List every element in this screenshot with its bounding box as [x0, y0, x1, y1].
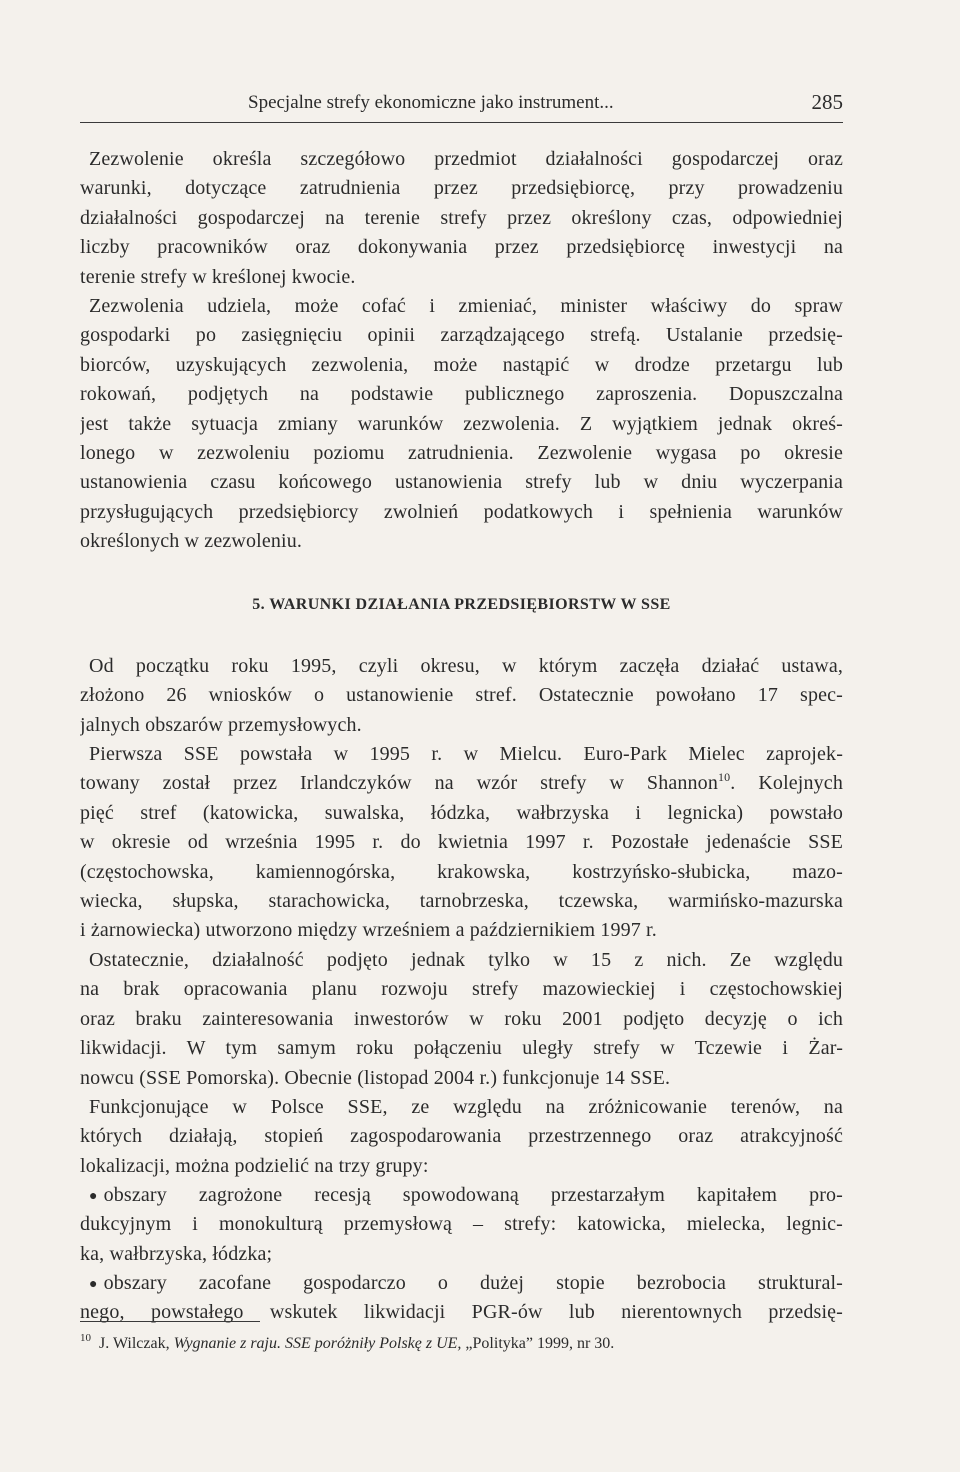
- paragraph-6: [80, 1093, 843, 1181]
- text-line: (częstochowska, kamiennogórska, krakowska, kostrzyńsko-słubicka, mazo-: [80, 860, 843, 883]
- text-line: nego, powstałego wskutek likwidacji PGR-ów lub nierentownych przedsię-: [80, 1301, 843, 1324]
- running-title: Specjalne strefy ekonomiczne jako instrument...: [248, 92, 614, 113]
- text-line: określonych w zezwoleniu.: [80, 530, 303, 553]
- paragraph-2: [80, 292, 843, 557]
- paragraph-5: [80, 946, 843, 1093]
- footnote-author: J. Wilczak,: [99, 1335, 170, 1352]
- bullet-icon: ●: [89, 1189, 98, 1204]
- text-line: jalnych obszarów przemysłowych.: [80, 713, 362, 736]
- footnote: [80, 1332, 614, 1353]
- text-line: likwidacji. W tym samym roku połączeniu uległy strefy w Tczewie i Żar-: [80, 1037, 843, 1060]
- text-line: Funkcjonujące w Polsce SSE, ze względu na zróżnicowanie terenów, na: [89, 1096, 843, 1118]
- page-number: 285: [811, 90, 843, 114]
- text-line: Od początku roku 1995, czyli okresu, w którym zaczęła działać ustawa,: [89, 655, 843, 677]
- text-line: pięć stref (katowicka, suwalska, łódzka, wałbrzyska i legnicka) powstało: [80, 801, 843, 824]
- running-header: [80, 88, 843, 123]
- bullet-item-2: [80, 1269, 843, 1328]
- footnote-source: „Polityka” 1999, nr 30.: [465, 1335, 615, 1352]
- text-line: nowcu (SSE Pomorska). Obecnie (listopad 2004 r.) funkcjonuje 14 SSE.: [80, 1066, 671, 1089]
- text-line: [80, 769, 843, 798]
- footnote-title: Wygnanie z raju. SSE poróżniły Polskę z UE,: [173, 1335, 462, 1352]
- text-line: wiecka, słupska, starachowicka, tarnobrzeska, tczewska, warmińsko-mazurska: [80, 889, 843, 912]
- text-line: Ostatecznie, działalność podjęto jednak tylko w 15 z nich. Ze względu: [89, 949, 843, 971]
- text-line: na brak opracowania planu rozwoju strefy mazowieckiej i częstochowskiej: [80, 978, 843, 1001]
- text-line: lonego w zezwoleniu poziomu zatrudnienia. Zezwolenie wygasa po okresie: [80, 441, 843, 464]
- text-line: warunki, dotyczące zatrudnienia przez przedsiębiorcę, przy prowadzeniu: [80, 177, 843, 200]
- bullet-icon: ●: [89, 1277, 98, 1292]
- line-text: towany został przez Irlandczyków na wzór strefy w Shannon: [80, 772, 718, 795]
- text-line: [80, 1269, 843, 1298]
- text-line: gospodarki po zasięgnięciu opinii zarządzającego strefą. Ustalanie przedsię-: [80, 324, 843, 347]
- text-line: w okresie od września 1995 r. do kwietnia 1997 r. Pozostałe jedenaście SSE: [80, 831, 843, 854]
- text-line: ka, wałbrzyska, łódzka;: [80, 1242, 273, 1265]
- text-line: Pierwsza SSE powstała w 1995 r. w Mielcu. Euro-Park Mielec zaprojek-: [89, 743, 843, 765]
- text-line: Zezwolenia udziela, może cofać i zmieniać, minister właściwy do spraw: [89, 295, 843, 317]
- line-text: . Kolejnych: [730, 772, 843, 795]
- text-line: złożono 26 wniosków o ustanowienie stref. Ostatecznie powołano 17 spec-: [80, 684, 843, 707]
- text-line: przysługujących przedsiębiorcy zwolnień podatkowych i spełnienia warunków: [80, 500, 843, 523]
- text-line: i żarnowiecka) utworzono między wrześniem a październikiem 1997 r.: [80, 919, 657, 942]
- text-line: których działają, stopień zagospodarowania przestrzennego oraz atrakcyjność: [80, 1125, 843, 1148]
- footnote-divider: [80, 1321, 260, 1322]
- line-text: obszary zacofane gospodarczo o dużej stopie bezrobocia struktural-: [103, 1272, 843, 1294]
- bullet-item-1: [80, 1181, 843, 1269]
- text-line: biorców, uzyskujących zezwolenia, może nastąpić w drodze przetargu lub: [80, 353, 843, 376]
- paragraph-4: [80, 740, 843, 946]
- text-line: terenie strefy w kreślonej kwocie.: [80, 265, 356, 288]
- text-line: oraz braku zainteresowania inwestorów w roku 2001 podjęto decyzję o ich: [80, 1007, 843, 1030]
- paragraph-1: [80, 145, 843, 292]
- section-heading: 5. WARUNKI DZIAŁANIA PRZEDSIĘBIORSTW W SSE: [252, 596, 671, 613]
- text-line: rokowań, podjętych na podstawie publicznego zaproszenia. Dopuszczalna: [80, 383, 843, 406]
- text-line: [80, 1181, 843, 1210]
- paragraph-3: [80, 652, 843, 740]
- footnote-reference: 10: [717, 770, 731, 785]
- text-line: Zezwolenie określa szczegółowo przedmiot działalności gospodarczej oraz: [89, 148, 843, 170]
- text-line: ustanowienia czasu końcowego ustanowienia strefy lub w dniu wyczerpania: [80, 471, 843, 494]
- text-line: lokalizacji, można podzielić na trzy grupy:: [80, 1154, 429, 1177]
- line-text: obszary zagrożone recesją spowodowaną przestarzałym kapitałem pro-: [103, 1184, 843, 1206]
- text-line: działalności gospodarczej na terenie strefy przez określony czas, odpowiedniej: [80, 206, 843, 229]
- text-line: liczby pracowników oraz dokonywania przez przedsiębiorcę inwestycji na: [80, 236, 843, 259]
- text-line: dukcyjnym i monokulturą przemysłową – strefy: katowicka, mielecka, legnic-: [80, 1213, 843, 1236]
- text-line: jest także sytuacja zmiany warunków zezwolenia. Z wyjątkiem jednak okreś-: [80, 412, 843, 435]
- footnote-mark: 10: [80, 1332, 91, 1344]
